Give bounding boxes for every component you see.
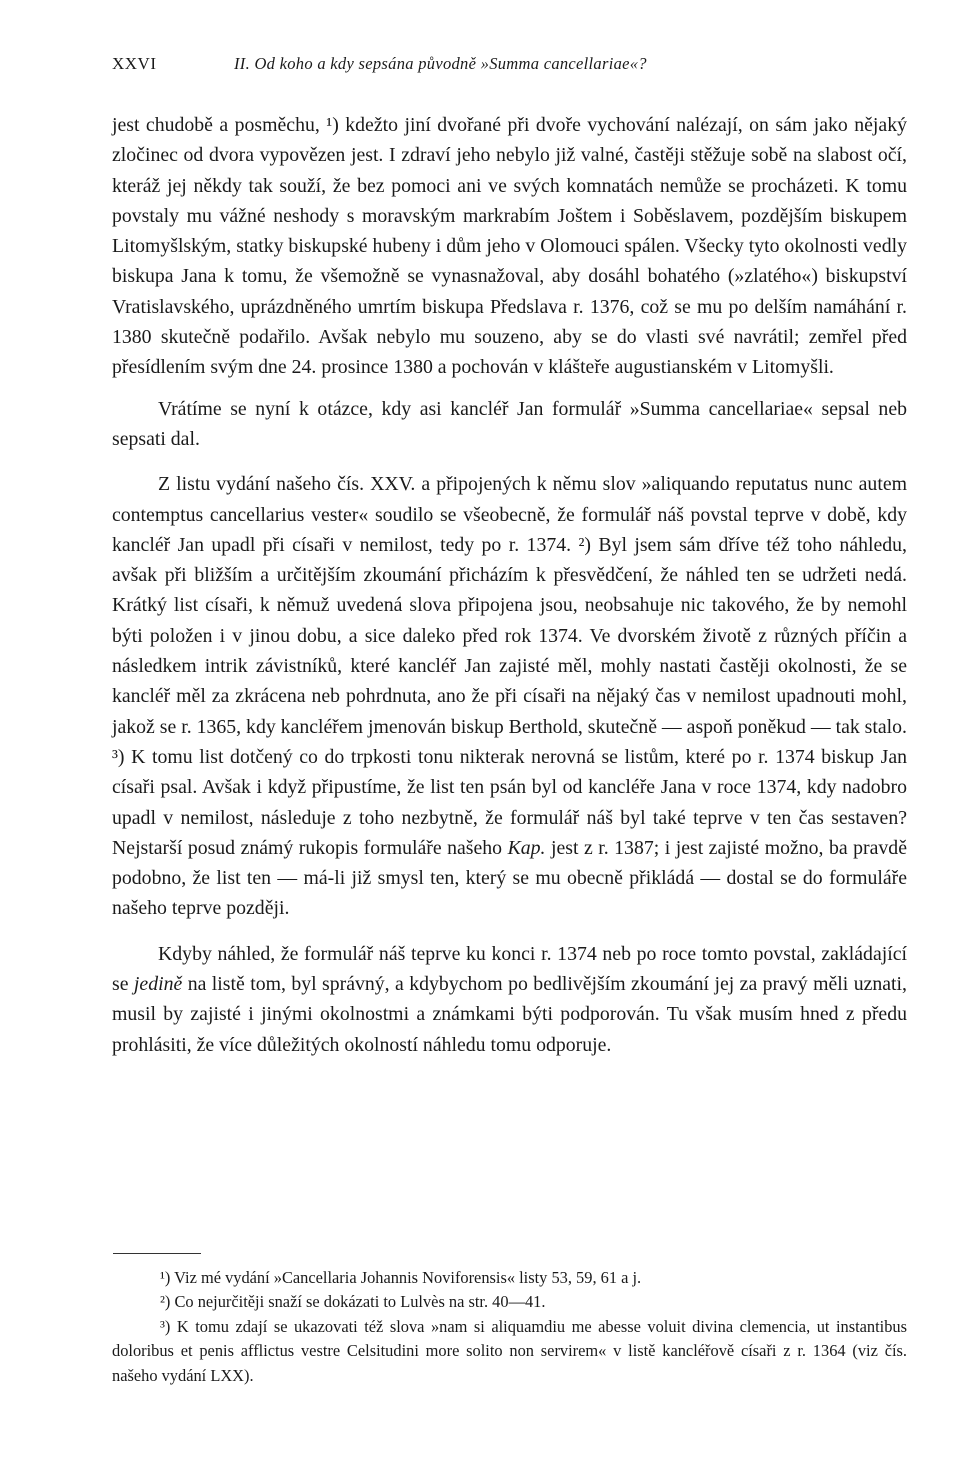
footnote-1: ¹) Viz mé vydání »Cancellaria Johannis Noviforensis« listy 53, 59, 61 a j. <box>160 1268 642 1287</box>
paragraph-3-italic: Kap. <box>507 836 546 859</box>
paragraph-1: jest chudobě a posměchu, ¹) kdežto jiní dvořané při dvoře vychování nalézají, on sám jako nějaký zločinec od dvora vypovězen jest. I zdraví jeho nebylo již valné, častěji stěžuje sobě na slabost očí, kteráž jej někdy tak souží, že bez pomoci ani ve svých komnatách nemůže se procházeti. K tomu povstaly mu vážné neshody s moravským markrabím Joštem i Soběslavem, pozdějším biskupem Litomyšlským, statky biskupské hubeny i dům jeho v Olomouci spálen. Všecky tyto okolnosti vedly biskupa Jana k tomu, že všemožně se vynasnažoval, aby dosáhl bohatého (»zlatého«) biskupství Vratislavského, uprázdněného umrtím biskupa Předslava r. 1376, což se mu po delším namáhání r. 1380 skutečně podařilo. Avšak nebylo mu souzeno, aby se do vlasti své navrátil; zemřel před přesídlením svým dne 24. prosince 1380 a pochován v klášteře augustianském v Litomyšli. <box>112 114 907 379</box>
running-title: II. Od koho a kdy sepsána původně »Summa cancellariae«? <box>234 54 647 73</box>
page-number: XXVI <box>112 54 157 73</box>
page-header <box>112 54 812 78</box>
body-text <box>112 110 907 1060</box>
paragraph-2: Vrátíme se nyní k otázce, kdy asi kancléř Jan formulář »Summa cancellariae« sepsal neb sepsati dal. <box>112 397 907 450</box>
paragraph-4-italic: jedině <box>133 973 183 996</box>
paragraph-4 <box>112 939 907 1060</box>
paragraph-3-text: Z listu vydání našeho čís. XXV. a připojených k němu slov »aliquando reputatus nunc autem contemptus cancellarius vester« soudilo se všeobecně, že formulář náš povstal teprve v době, kdy kancléř Jan upadl při císaři v nemilost, tedy po r. 1374. ²) Byl jsem sám dříve též toho náhledu, avšak při bližším a určitějším zkoumání přicházím k přesvědčení, že náhled ten se udržeti nedá. Krátký list císaři, k němuž uvedená slova připojena jsou, neobsahuje nic takového, že by nemohl býti položen i v jinou dobu, a sice daleko před rok 1374. Ve dvorském životě z různých příčin a následkem intrik závistníků, které kancléř Jan zajisté měl, mohly nastati častěji okolnosti, že se kancléř měl za zkrácena neb pohrdnuta, ano že při císaři na nějaký čas v nemilost upadnouti mohl, jakož se r. 1365, kdy kancléřem jmenován biskup Berthold, skutečně — aspoň poněkud — tak stalo. ³) K tomu list dotčený co do trpkosti tonu nikterak nerovná se listům, které po r. 1374 biskup Jan císaři psal. Avšak i když připustíme, že list ten psán byl od kancléře Jana v roce 1374, kdy nadobro upadl v nemilost, následuje z toho nezbytně, že formulář náš byl také teprve v ten čas sestaven? Nejstarší posud známý rukopis formuláře našeho <box>112 473 907 859</box>
footnote-3: ³) K tomu zdají se ukazovati též slova »nam si aliquamdiu me abesse voluit divina clemencia, ut instantibus doloribus et penis afflictus vestre Celsitudini more solito non servirem« v listě kancléřově císaři z r. 1364 (viz čís. našeho vydání LXX). <box>112 1316 907 1385</box>
footnote-divider <box>113 1253 201 1254</box>
paragraph-4-text: Kdyby náhled, že formulář náš teprve ku konci r. 1374 neb po roce tomto povstal, zakládající se <box>112 942 907 996</box>
paragraph-3-tail: jest z r. 1387; i jest zajisté možno, ba pravdě podobno, že list ten — má-li již smysl ten, který se mu obecně přikládá — dostal se do formuláře našeho teprve později. <box>112 836 907 920</box>
footnote-2: ²) Co nejurčitěji snaží se dokázati to Lulvès na str. 40—41. <box>160 1292 546 1312</box>
paragraph-4-tail: na listě tom, byl správný, a kdybychom po bedlivějším zkoumání jej za pravý měli uznati, musil by zajisté i jinými okolnostmi a známkami býti podporován. Tu však musím hned z předu prohlásiti, že více důležitých okolností náhledu tomu odporuje. <box>112 973 907 1056</box>
paragraph-3 <box>112 469 907 923</box>
footnotes <box>112 1266 907 1388</box>
